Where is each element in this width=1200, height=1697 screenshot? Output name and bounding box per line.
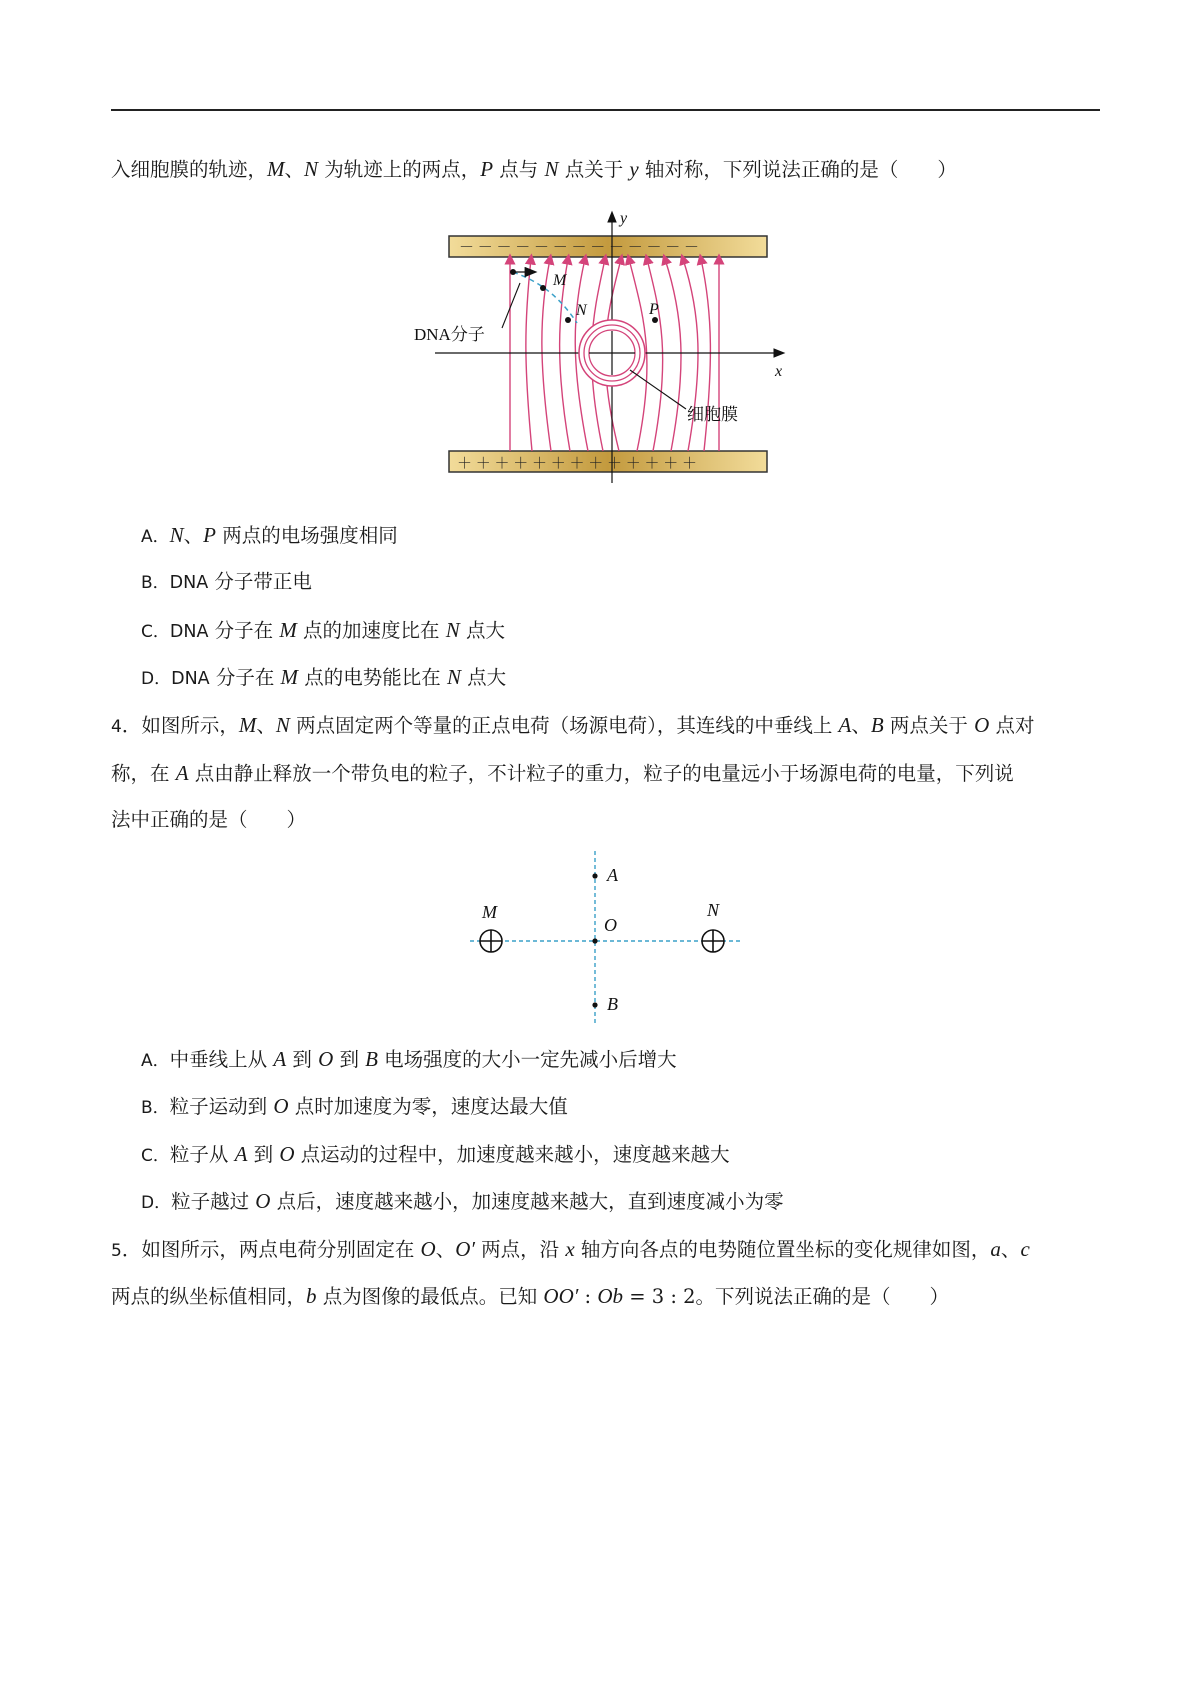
point-o: [592, 938, 597, 943]
label-b: B: [607, 994, 618, 1014]
q3-option-d[interactable]: D．DNA 分子在 M 点的电势能比在 N 点大: [141, 665, 507, 689]
label-n: N: [576, 302, 587, 319]
label-m: M: [553, 272, 567, 289]
label-m: M: [482, 902, 497, 922]
header-rule: [111, 109, 1100, 111]
q4-option-d[interactable]: D．粒子越过 O 点后，速度越来越小，加速度越来越大，直到速度减小为零: [141, 1189, 784, 1213]
q3-option-c[interactable]: C．DNA 分子在 M 点的加速度比在 N 点大: [141, 618, 505, 642]
point-b: [592, 1002, 597, 1007]
q4-option-b[interactable]: B．粒子运动到 O 点时加速度为零，速度达最大值: [141, 1094, 568, 1118]
q4-figure-charges: [465, 848, 745, 1030]
label-a: A: [607, 865, 618, 885]
label-p: P: [649, 301, 659, 318]
x-axis-label: x: [775, 363, 783, 380]
point-m: [540, 285, 546, 291]
charge-m: [480, 930, 502, 952]
q5-stem-line-2: 两点的纵坐标值相同，b 点为图像的最低点。已知 OO′ : Ob = 3 : 2。下列说法正确的是（ ）: [111, 1284, 950, 1308]
plus-signs: ＋ ＋ ＋ ＋ ＋ ＋ ＋ ＋ ＋ ＋ ＋ ＋ ＋: [457, 456, 698, 472]
membrane-label: 细胞膜: [687, 405, 738, 424]
charge-n: [702, 930, 724, 952]
q3-stem: 入细胞膜的轨迹，M、N 为轨迹上的两点，P 点与 N 点关于 y 轴对称，下列说法正确的是（ ）: [111, 157, 957, 181]
q4-option-a[interactable]: A．中垂线上从 A 到 O 到 B 电场强度的大小一定先减小后增大: [141, 1047, 677, 1071]
minus-signs: － － － － － － － － － － － － －: [459, 240, 700, 256]
q5-stem-line-1: 5．如图所示，两点电荷分别固定在 O、O′ 两点，沿 x 轴方向各点的电势随位置坐标的变化规律如图，a、c: [111, 1237, 1030, 1261]
label-o: O: [604, 915, 617, 935]
dna-trajectory: [513, 272, 577, 323]
dna-molecule-point: [510, 269, 516, 275]
dna-label: DNA分子: [414, 325, 485, 344]
q4-stem-line-3: 法中正确的是（ ）: [111, 808, 307, 831]
q4-stem-line-2: 称，在 A 点由静止释放一个带负电的粒子，不计粒子的重力，粒子的电量远小于场源电荷的电量，下列说: [111, 761, 1014, 785]
label-n: N: [707, 900, 720, 920]
point-n: [565, 317, 571, 323]
q3-option-a[interactable]: A．N、P 两点的电场强度相同: [141, 523, 398, 547]
y-axis-label: y: [620, 210, 628, 227]
q4-option-c[interactable]: C．粒子从 A 到 O 点运动的过程中，加速度越来越小，速度越来越大: [141, 1142, 730, 1166]
q3-option-b[interactable]: B．DNA 分子带正电: [141, 570, 312, 593]
q4-stem-line-1: 4．如图所示，M、N 两点固定两个等量的正点电荷（场源电荷），其连线的中垂线上 A、B 两点关于 O 点对: [111, 713, 1035, 737]
q3-figure-dna-membrane: [414, 205, 800, 487]
point-a: [592, 873, 597, 878]
